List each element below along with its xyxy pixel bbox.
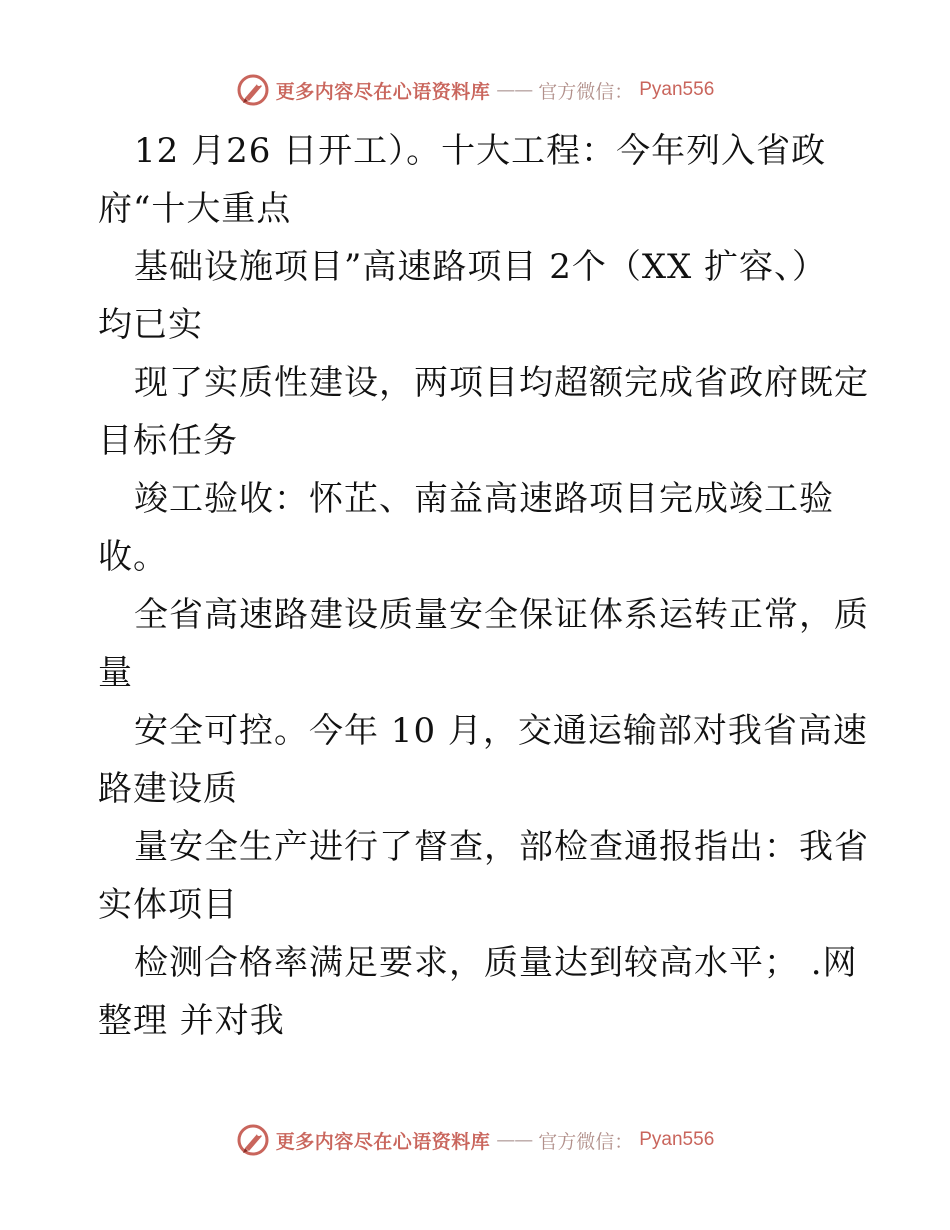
paragraph-line: 12 月26 日开工）。十大工程：今年列入省政 (134, 131, 827, 171)
watermark-site-text: 更多内容尽在心语资料库 (275, 80, 491, 103)
paragraph-line: 收。 (98, 537, 168, 577)
pen-logo-icon (236, 73, 270, 107)
paragraph-line: 路建设质 (98, 769, 238, 809)
document-body (98, 122, 869, 1050)
paragraph-line: 目标任务 (98, 421, 238, 461)
paragraph-line: 量安全生产进行了督查，部检查通报指出：我省 (134, 827, 869, 867)
paragraph (98, 586, 869, 702)
paragraph-line: 整理 并对我 (98, 1001, 285, 1041)
paragraph-line: 全省高速路建设质量安全保证体系运转正常，质 (134, 595, 869, 635)
watermark-wechat-id: Pyan556 (639, 79, 715, 100)
watermark-separator: —— (496, 1129, 533, 1151)
paragraph (98, 934, 858, 1050)
paragraph (98, 122, 858, 238)
paragraph-line: 均已实 (98, 305, 203, 345)
paragraph-line: 现了实质性建设，两项目均超额完成省政府既定 (134, 363, 869, 403)
footer-watermark (0, 1120, 950, 1160)
paragraph (98, 238, 858, 354)
paragraph-line: 量 (98, 653, 133, 693)
watermark-wechat-id: Pyan556 (639, 1129, 715, 1150)
paragraph (98, 354, 869, 470)
paragraph (98, 470, 858, 586)
paragraph-line: 基础设施项目”高速路项目 2个（XX 扩容、） (134, 247, 828, 287)
paragraph-line: 竣工验收：怀芷、南益高速路项目完成竣工验 (134, 479, 834, 519)
watermark-wechat-label: 官方微信： (538, 80, 634, 103)
paragraph-line: 实体项目 (98, 885, 238, 925)
pen-logo-icon (236, 1123, 270, 1157)
paragraph-line: 府“十大重点 (98, 189, 292, 229)
paragraph-line: 检测合格率满足要求，质量达到较高水平； .网 (134, 943, 858, 983)
paragraph (98, 818, 869, 934)
watermark-wechat-label: 官方微信： (538, 1130, 634, 1153)
paragraph-line: 安全可控。今年 10 月，交通运输部对我省高速 (134, 711, 868, 751)
header-watermark (0, 70, 950, 110)
paragraph (98, 702, 868, 818)
watermark-site-text: 更多内容尽在心语资料库 (275, 1130, 491, 1153)
watermark-separator: —— (496, 79, 533, 101)
